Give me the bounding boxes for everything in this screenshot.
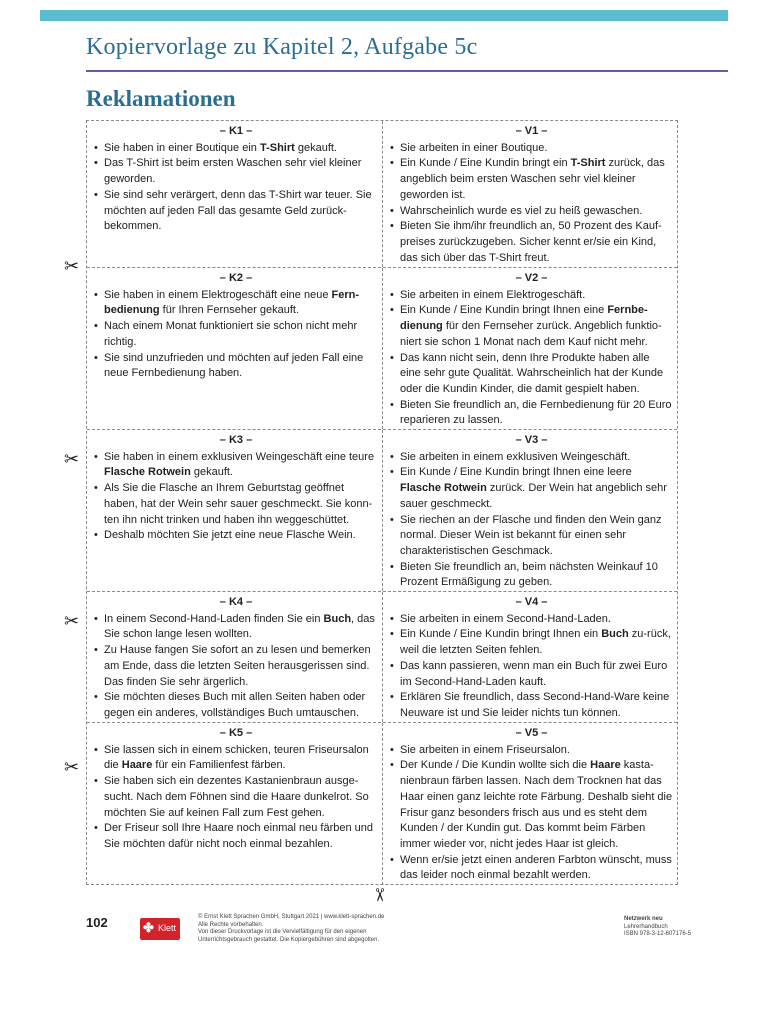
copyright-line: Von dieser Druckvorlage ist die Vervielfältigung für den eigenen: [198, 929, 367, 935]
seller-card-v4: [383, 592, 677, 722]
keyword: Haare: [590, 759, 621, 772]
series-line: ISBN 978-3-12-607176-5: [624, 931, 692, 937]
keyword: T-Shirt: [259, 141, 295, 154]
bullet-item: • Ein Kunde / Eine Kundin bringt ein T-Shirt zurück, das angeblich beim ersten Waschen sehr viel kleiner geworden ist.: [390, 156, 673, 203]
publisher-logo: [140, 918, 180, 940]
card-title: – V5 –: [515, 727, 548, 739]
customer-card-k3: [87, 430, 383, 591]
keyword: Fernbe-dienung: [400, 304, 648, 333]
page-number: 102: [86, 915, 108, 930]
card-title: – K1 –: [219, 125, 253, 137]
bullet-item: • Deshalb möchten Sie jetzt eine neue Flasche Wein.: [94, 528, 378, 544]
card-title: – V1 –: [515, 125, 548, 137]
bullet-item: • Sie haben in einer Boutique ein T-Shirt gekauft.: [94, 141, 378, 157]
bullet-item: • Sie haben in einem exklusiven Weingeschäft eine teure Flasche Rotwein gekauft.: [94, 450, 378, 481]
bullet-item: • In einem Second-Hand-Laden finden Sie ein Buch, das Sie schon lange lesen wollten.: [94, 612, 378, 643]
bullet-item: • Sie haben sich ein dezentes Kastanienbraun ausge-sucht. Nach dem Föhnen sind die Haare dunkelrot. So möchten Sie auf keinen Fall zum Fest gehen.: [94, 774, 378, 821]
klett-mark-icon: ✤: [143, 920, 154, 935]
keyword: Buch: [601, 628, 629, 641]
scissors-icon: ✂: [369, 887, 390, 903]
card-row-3: [87, 430, 677, 592]
bullet-item: • Sie arbeiten in einem Friseursalon.: [390, 743, 673, 759]
customer-card-k4: [87, 592, 383, 722]
card-list: [94, 141, 378, 235]
bullet-item: • Ein Kunde / Eine Kundin bringt Ihnen ein Buch zu-rück, weil die letzten Seiten fehlen.: [390, 627, 673, 658]
customer-card-k1: [87, 121, 383, 267]
scissors-icon: ✂: [64, 757, 80, 777]
card-list: [390, 743, 673, 884]
bullet-item: • Wahrscheinlich wurde es viel zu heiß gewaschen.: [390, 204, 673, 220]
card-row-2: [87, 268, 677, 430]
copyright-line: Alle Rechte vorbehalten.: [198, 921, 264, 928]
logo-text: Klett: [158, 923, 177, 933]
bullet-item: • Sie sind sehr verärgert, denn das T-Shirt war teuer. Sie möchten auf jeden Fall das gesamte Geld zurück-bekommen.: [94, 188, 378, 235]
keyword: Flasche Rotwein: [104, 466, 191, 479]
keyword: Haare: [121, 759, 153, 772]
card-list: [94, 450, 378, 544]
bullet-item: • Das T-Shirt ist beim ersten Waschen sehr viel kleiner geworden.: [94, 156, 378, 187]
section-title: Reklamationen: [86, 86, 236, 111]
bullet-item: • Erklären Sie freundlich, dass Second-Hand-Ware keine Neuware ist und Sie leider nichts tun können.: [390, 690, 673, 721]
scissors-icon: ✂: [64, 449, 80, 469]
bullet-item: • Bieten Sie freundlich an, die Fernbedienung für 20 Euro reparieren zu lassen.: [390, 398, 673, 429]
bullet-item: • Sie haben in einem Elektrogeschäft eine neue Fern-bedienung für Ihren Fernseher gekauft.: [94, 288, 378, 319]
page-header-title: Kopiervorlage zu Kapitel 2, Aufgabe 5c: [86, 34, 478, 60]
bullet-item: • Sie lassen sich in einem schicken, teuren Friseursalon die Haare für ein Familienfest färben.: [94, 743, 378, 774]
card-row-4: [87, 592, 677, 723]
bullet-item: • Nach einem Monat funktioniert sie schon nicht mehr richtig.: [94, 319, 378, 350]
top-accent-bar: [40, 10, 728, 21]
card-list: [390, 141, 673, 267]
role-card-grid: [86, 120, 678, 885]
bullet-item: • Der Friseur soll Ihre Haare noch einmal neu färben und Sie möchten dafür nicht noch einmal bezahlen.: [94, 821, 378, 852]
card-list: [390, 612, 673, 722]
bullet-item: • Bieten Sie freundlich an, beim nächsten Weinkauf 10 Prozent Ermäßigung zu geben.: [390, 560, 673, 591]
card-title: – V2 –: [515, 272, 548, 284]
bullet-item: • Ein Kunde / Eine Kundin bringt Ihnen eine Fernbe-dienung für den Fernseher zurück. Angeblich funktio-niert sie schon 1 Monat nach dem Kauf nicht mehr.: [390, 303, 673, 350]
bullet-item: • Sie arbeiten in einem Elektrogeschäft.: [390, 288, 673, 304]
bullet-item: • Bieten Sie ihm/ihr freundlich an, 50 Prozent des Kauf-preises zurückzugeben. Sicher kennt er/sie ein Kind, das sich über das T-Shirt freut.: [390, 219, 673, 266]
card-list: [390, 450, 673, 591]
keyword: Flasche Rotwein: [400, 482, 487, 495]
card-list: [94, 743, 378, 853]
keyword: Buch: [323, 612, 352, 625]
bullet-item: • Das kann nicht sein, denn Ihre Produkte haben alle eine sehr gute Qualität. Wahrscheinlich hat der Kunde oder die Kundin Kinder, die damit gespielt haben.: [390, 351, 673, 398]
bullet-item: • Sie arbeiten in einem Second-Hand-Laden.: [390, 612, 673, 628]
card-row-1: [87, 121, 677, 268]
bullet-item: • Sie arbeiten in einem exklusiven Weingeschäft.: [390, 450, 673, 466]
card-title: – K3 –: [219, 434, 253, 446]
seller-card-v3: [383, 430, 677, 591]
bullet-item: • Sie sind unzufrieden und möchten auf jeden Fall eine neue Fernbedienung haben.: [94, 351, 378, 382]
scissors-icon: ✂: [64, 611, 80, 631]
card-title: – V4 –: [515, 596, 548, 608]
scissors-icon: ✂: [64, 256, 80, 276]
seller-card-v5: [383, 723, 677, 885]
seller-card-v2: [383, 268, 677, 429]
customer-card-k5: [87, 723, 383, 885]
seller-card-v1: [383, 121, 677, 267]
customer-card-k2: [87, 268, 383, 429]
header-rule: [86, 70, 728, 72]
keyword: T-Shirt: [570, 157, 606, 170]
card-title: – V3 –: [515, 434, 548, 446]
card-list: [94, 288, 378, 382]
bullet-item: • Als Sie die Flasche an Ihrem Geburtstag geöffnet haben, hat der Wein sehr sauer geschmeckt. Sie konn-ten ihn nicht trinken und haben ihn weggeschüttet.: [94, 481, 378, 528]
series-info: [624, 916, 691, 939]
bullet-item: • Ein Kunde / Eine Kundin bringt Ihnen eine leere Flasche Rotwein zurück. Der Wein hat angeblich sehr sauer geschmeckt.: [390, 465, 673, 512]
bullet-item: • Der Kunde / Die Kundin wollte sich die Haare kasta-nienbraun färben lassen. Nach dem Trocknen hat das Haar einen ganz leichte rote Färbung. Deshalb sieht die Frisur ganz besonders frisch aus und es steht dem Kunden / der Kundin gut. Das kommt beim Färben immer wieder vor, nicht jedes Haar ist gleich.: [390, 758, 673, 852]
card-title: – K4 –: [219, 596, 253, 608]
copyright-notice: [198, 914, 384, 944]
card-list: [390, 288, 673, 429]
bullet-item: • Zu Hause fangen Sie sofort an zu lesen und bemerken am Ende, dass die letzten Seiten herausgerissen sind. Das finden Sie sehr ärgerlich.: [94, 643, 378, 690]
bullet-item: • Das kann passieren, wenn man ein Buch für zwei Euro im Second-Hand-Laden kauft.: [390, 659, 673, 690]
keyword: Fern-bedienung: [104, 288, 359, 317]
card-title: – K2 –: [219, 272, 253, 284]
series-line: Lehrerhandbuch: [624, 923, 668, 930]
copyright-line: © Ernst Klett Sprachen GmbH, Stuttgart 2021 | www.klett-sprachen.de: [198, 914, 385, 920]
card-title: – K5 –: [219, 727, 253, 739]
card-list: [94, 612, 378, 722]
bullet-item: • Sie arbeiten in einer Boutique.: [390, 141, 673, 157]
copyright-line: Unterrichtsgebrauch gestattet. Die Kopiergebühren sind abgegolten.: [198, 936, 380, 943]
card-row-5: [87, 723, 677, 885]
bullet-item: • Wenn er/sie jetzt einen anderen Farbton wünscht, muss das leider noch einmal bezahlt werden.: [390, 853, 673, 884]
bullet-item: • Sie möchten dieses Buch mit allen Seiten haben oder gegen ein anderes, vollständiges Buch umtauschen.: [94, 690, 378, 721]
bullet-item: • Sie riechen an der Flasche und finden den Wein ganz normal. Dieser Wein ist bekannt für einen sehr charakteristischen Geschmack.: [390, 513, 673, 560]
series-line: Netzwerk neu: [624, 916, 663, 922]
